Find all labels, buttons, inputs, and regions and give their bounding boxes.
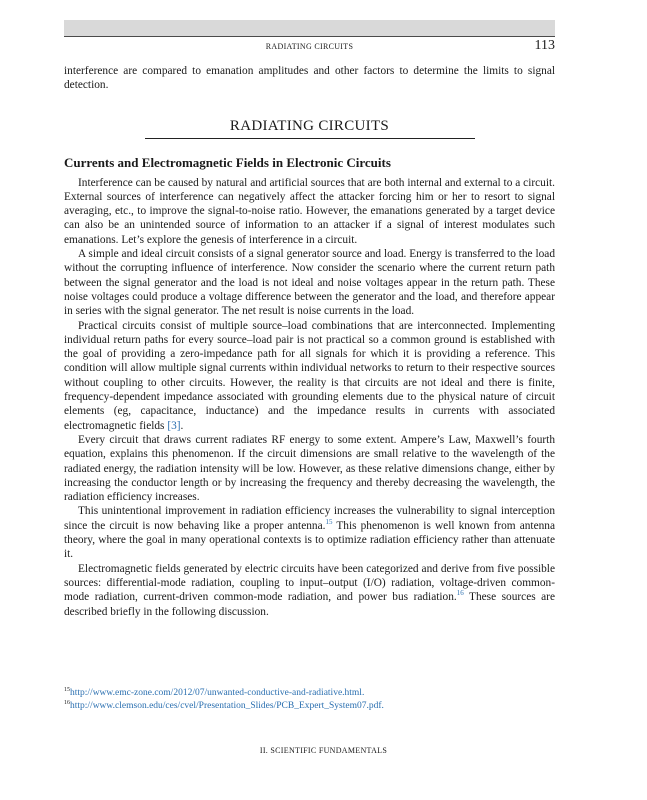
paragraph-1: Interference can be caused by natural and artificial sources that are both internal and external to a circuit. External sources of interference can negatively affect the attacker forcing him or her to resort to signal averaging, etc., to improve the signal-to-noise ratio. However, the emanations generated by a target device can also be an unintended source of information to an attacker if a signal of interest modulates such emanations. Let’s explore the genesis of interference in a circuit. bbox=[64, 176, 555, 246]
paragraph-3 bbox=[64, 319, 555, 433]
paragraph-4: Every circuit that draws current radiates RF energy to some extent. Ampere’s Law, Maxwell’s fourth equation, explains this phenomenon. If the circuit dimensions are small relative to the wavelength of the radiated energy, the radiation intensity will be low. However, as these relative dimensions change, either by increasing the conductor length or by increasing the frequency and thereby decreasing the wavelength, the radiation efficiency increases. bbox=[64, 433, 555, 504]
section-title: RADIATING CIRCUITS bbox=[145, 118, 475, 139]
footnote-link[interactable]: http://www.clemson.edu/ces/cvel/Presentation_Slides/PCB_Expert_System07.pdf. bbox=[70, 701, 384, 711]
paragraph-5-text-b: This phenomenon is well known from antenna theory, where the goal in many operational contexts is to optimize radiation efficiency rather than attenuate it. bbox=[64, 519, 555, 561]
footnote-16 bbox=[64, 700, 555, 713]
footnotes bbox=[64, 687, 555, 713]
footnote-ref-15[interactable]: 15 bbox=[325, 517, 333, 526]
footnote-link[interactable]: http://www.emc-zone.com/2012/07/unwanted-conductive-and-radiative.html. bbox=[70, 688, 365, 698]
page-footer: II. SCIENTIFIC FUNDAMENTALS bbox=[259, 746, 388, 755]
paragraph-3-end: . bbox=[180, 419, 184, 432]
citation-link[interactable]: [3] bbox=[167, 419, 181, 432]
footnote-number: 15 bbox=[64, 686, 70, 693]
paragraph-6-text-a: Electromagnetic fields generated by electric circuits have been categorized and derive from five possible sources: differential-mode radiation, coupling to input–output (I/O) radiation, voltage-driven common-mode radiation, current-driven common-mode radiation, and power bus radiation. bbox=[64, 562, 555, 604]
paragraph-2: A simple and ideal circuit consists of a signal generator source and load. Energy is transferred to the load without the corrupting influence of interference. Now consider the scenario where the current return path between the signal generator and the load is not ideal and noise voltages appear in the return path. These noise voltages could produce a voltage difference between the generator and the load, and therefore appear in series with the signal generator. The net result is noise currents in the load. bbox=[64, 248, 555, 318]
running-title: RADIATING CIRCUITS bbox=[265, 42, 354, 51]
footnote-number: 16 bbox=[64, 699, 70, 706]
subsection-title: Currents and Electromagnetic Fields in Electronic Circuits bbox=[64, 154, 391, 170]
running-head bbox=[64, 40, 555, 56]
paragraph-6-text-b: These sources are described briefly in the following discussion. bbox=[64, 591, 555, 618]
header-bar bbox=[64, 20, 555, 37]
intro-paragraph: interference are compared to emanation amplitudes and other factors to determine the limits to signal detection. bbox=[64, 65, 555, 92]
paragraph-5-text-a: This unintentional improvement in radiation efficiency increases the vulnerability to signal interception since the circuit is now behaving like a proper antenna. bbox=[64, 505, 555, 532]
page-number: 113 bbox=[534, 38, 555, 53]
paragraph-6 bbox=[64, 562, 555, 619]
footnote-15 bbox=[64, 687, 555, 700]
footnote-ref-16[interactable]: 16 bbox=[456, 589, 464, 598]
paragraph-3-text: Practical circuits consist of multiple source–load combinations that are interconnected. Implementing individual return paths for every source–load pair is not practical so a common ground is established with the goal of providing a zero-impedance path for all signals for which it is providing a reference. This condition will allow multiple signal currents within individual networks to return to their respective sources without coupling to other circuits. However, the reality is that circuits are not ideal and there is finite, frequency-dependent impedance associated with grounding elements due to the physical nature of circuit elements (eg, capacitance, inductance) and the impedance results in currents with associated electromagnetic fields bbox=[64, 319, 555, 432]
paragraph-5 bbox=[64, 504, 555, 561]
page-body bbox=[64, 64, 555, 619]
